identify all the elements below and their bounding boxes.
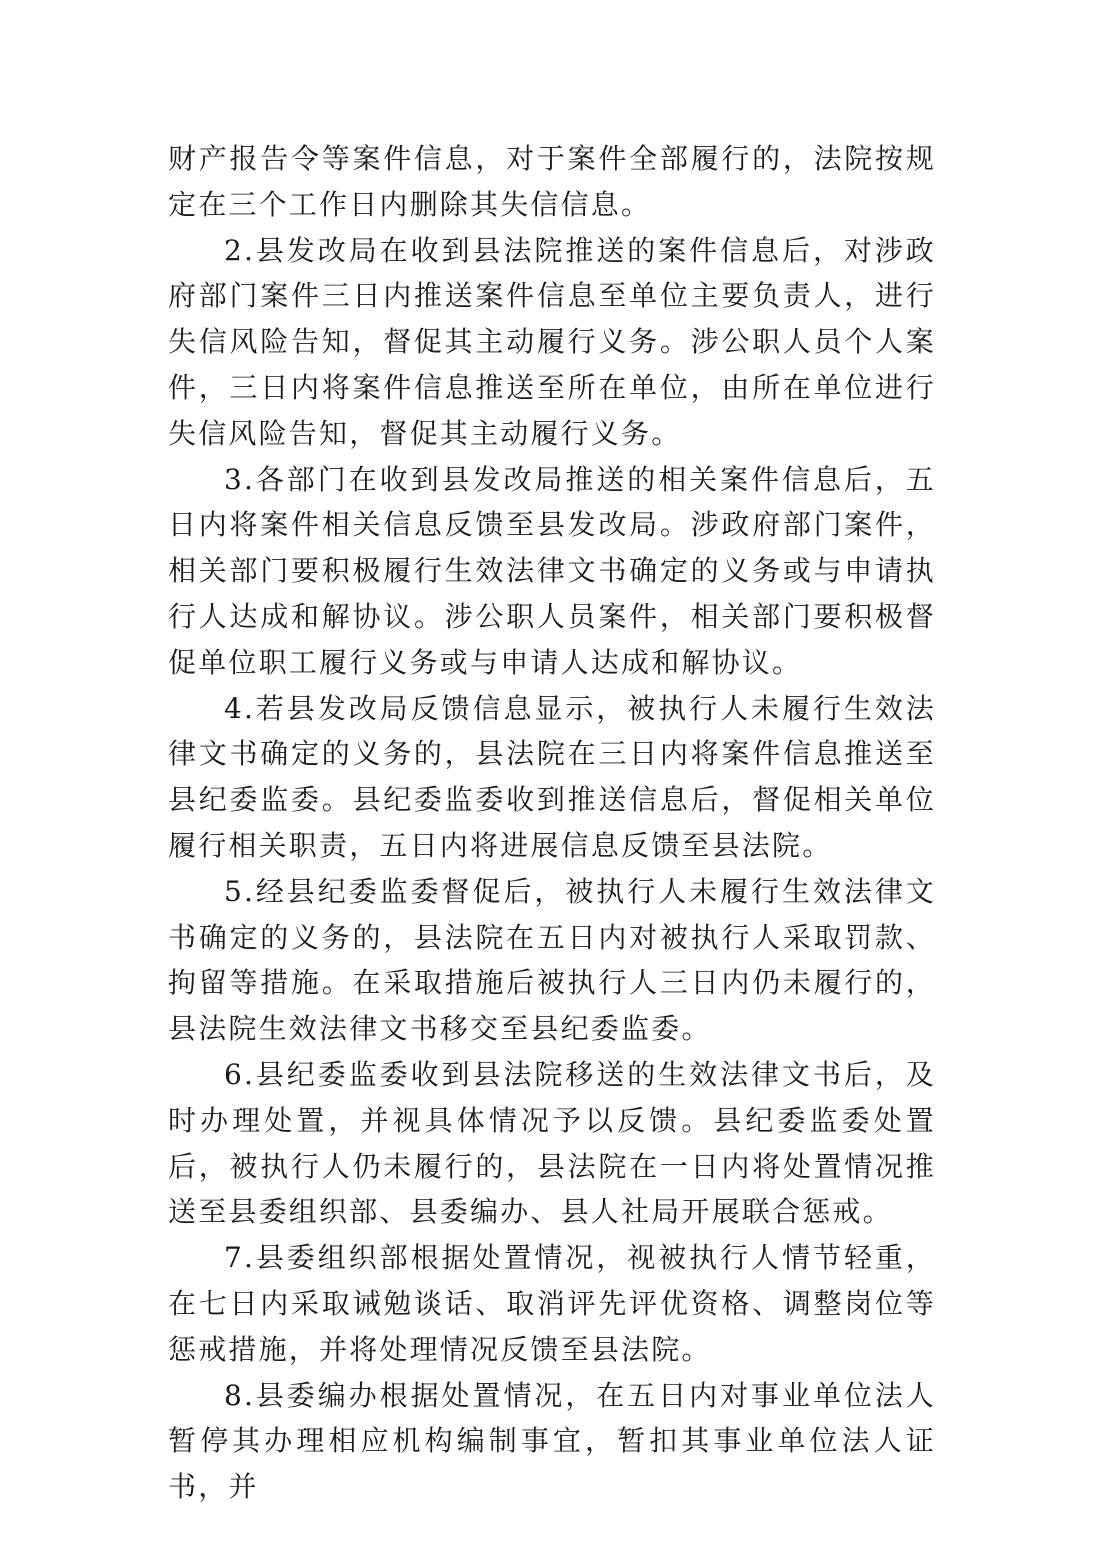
paragraph-item-2: 2.县发改局在收到县法院推送的案件信息后，对涉政府部门案件三日内推送案件信息至单位主要负责人，进行失信风险告知，督促其主动履行义务。涉公职人员个人案件，三日内将案件信息推送至所在单位，由所在单位进行失信风险告知，督促其主动履行义务。	[168, 233, 936, 450]
paragraph-continuation: 财产报告令等案件信息，对于案件全部履行的，法院按规定在三个工作日内删除其失信信息。	[168, 142, 936, 221]
paragraph-item-6: 6.县纪委监委收到县法院移送的生效法律文书后，及时办理处置，并视具体情况予以反馈。县纪委监委处置后，被执行人仍未履行的，县法院在一日内将处置情况推送至县委组织部、县委编办、县人社局开展联合惩戒。	[168, 1057, 936, 1229]
paragraph-item-8: 8.县委编办根据处置情况，在五日内对事业单位法人暂停其办理相应机构编制事宜，暂扣其事业单位法人证书，并	[168, 1378, 936, 1504]
paragraph-item-3: 3.各部门在收到县发改局推送的相关案件信息后，五日内将案件相关信息反馈至县发改局。涉政府部门案件，相关部门要积极履行生效法律文书确定的义务或与申请执行人达成和解协议。涉公职人员案件，相关部门要积极督促单位职工履行义务或与申请人达成和解协议。	[168, 462, 936, 679]
paragraph-item-7: 7.县委组织部根据处置情况，视被执行人情节轻重，在七日内采取诫勉谈话、取消评先评优资格、调整岗位等惩戒措施，并将处理情况反馈至县法院。	[168, 1241, 936, 1366]
document-body	[168, 136, 936, 1510]
paragraph-item-4: 4.若县发改局反馈信息显示，被执行人未履行生效法律文书确定的义务的，县法院在三日内将案件信息推送至县纪委监委。县纪委监委收到推送信息后，督促相关单位履行相关职责，五日内将进展信息反馈至县法院。	[168, 691, 936, 862]
paragraph-item-5: 5.经县纪委监委督促后，被执行人未履行生效法律文书确定的义务的，县法院在五日内对被执行人采取罚款、拘留等措施。在采取措施后被执行人三日内仍未履行的，县法院生效法律文书移交至县纪委监委。	[168, 874, 936, 1046]
